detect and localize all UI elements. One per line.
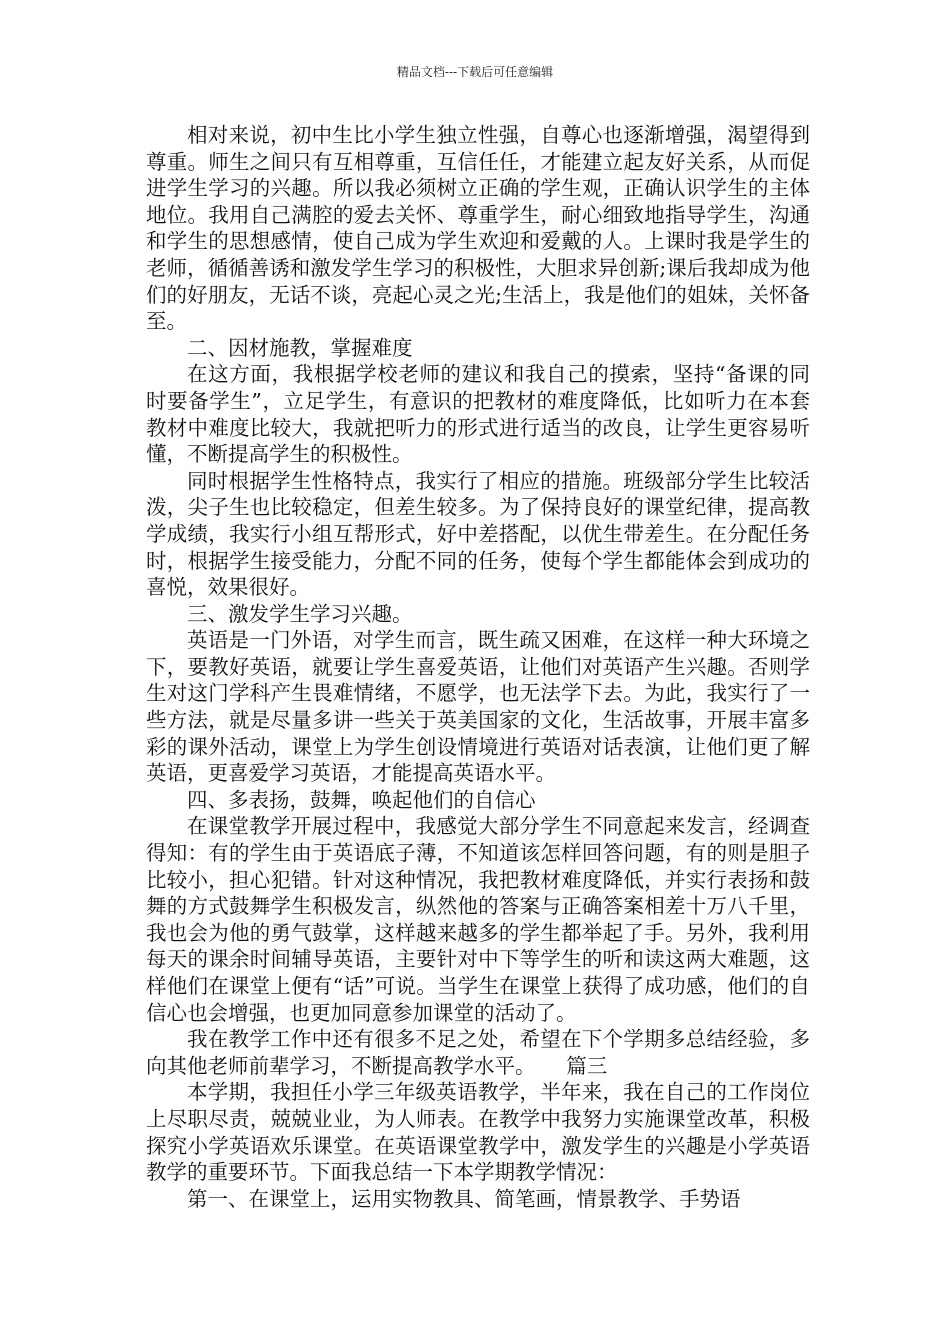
paragraph: 同时根据学生性格特点，我实行了相应的措施。班级部分学生比较活泼，尖子生也比较稳定，但差生较多。为了保持良好的课堂纪律，提高教学成绩，我实行小组互帮形式，好中差搭配，以优生带差生。在分配任务时，根据学生接受能力，分配不同的任务，使每个学生都能体会到成功的喜悦，效果很好。 xyxy=(146,468,810,600)
paragraph: 相对来说，初中生比小学生独立性强，自尊心也逐渐增强，渴望得到尊重。师生之间只有互相尊重，互信任任，才能建立起友好关系，从而促进学生学习的兴趣。所以我必须树立正确的学生观，正确认识学生的主体地位。我用自己满腔的爱去关怀、尊重学生，耐心细致地指导学生，沟通和学生的思想感情，使自己成为学生欢迎和爱戴的人。上课时我是学生的老师，循循善诱和激发学生学习的积极性，大胆求异创新;课后我却成为他们的好朋友，无话不谈，亮起心灵之光;生活上，我是他们的姐妹，关怀备至。 xyxy=(146,123,810,334)
paragraph: 英语是一门外语，对学生而言，既生疏又困难，在这样一种大环境之下，要教好英语，就要让学生喜爱英语，让他们对英语产生兴趣。否则学生对这门学科产生畏难情绪，不愿学，也无法学下去。为此，我实行了一些方法，就是尽量多讲一些关于英美国家的文化，生活故事，开展丰富多彩的课外活动，课堂上为学生创设情境进行英语对话表演，让他们更了解英语，更喜爱学习英语，才能提高英语水平。 xyxy=(146,628,810,786)
paragraph: 第一、在课堂上，运用实物教具、简笔画，情景教学、手势语 xyxy=(187,1186,741,1211)
paragraph: 我在教学工作中还有很多不足之处，希望在下个学期多总结经验，多向其他老师前辈学习，不断提高教学水平。 篇三 xyxy=(146,1027,810,1078)
page-header: 精品文档---下载后可任意编辑 xyxy=(396,65,554,79)
section-heading: 三、激发学生学习兴趣。 xyxy=(187,601,413,626)
paragraph: 在这方面，我根据学校老师的建议和我自己的摸索，坚持“备课的同时要备学生”，立足学生，有意识的把教材的难度降低，比如听力在本套教材中难度比较大，我就把听力的形式进行适当的改良，让学生更容易听懂，不断提高学生的积极性。 xyxy=(146,362,810,467)
paragraph: 本学期，我担任小学三年级英语教学，半年来，我在自己的工作岗位上尽职尽责，兢兢业业，为人师表。在教学中我努力实施课堂改革，积极探究小学英语欢乐课堂。在英语课堂教学中，激发学生的兴趣是小学英语教学的重要环节。下面我总结一下本学期教学情况： xyxy=(146,1080,810,1185)
document-body xyxy=(146,122,810,1212)
section-heading: 二、因材施教，掌握难度 xyxy=(187,335,413,360)
paragraph: 在课堂教学开展过程中，我感觉大部分学生不同意起来发言，经调查得知：有的学生由于英语底子薄，不知道该怎样回答问题，有的则是胆子比较小，担心犯错。针对这种情况，我把教材难度降低，并实行表扬和鼓舞的方式鼓舞学生积极发言，纵然他的答案与正确答案相差十万八千里，我也会为他的勇气鼓掌，这样越来越多的学生都举起了手。另外，我利用每天的课余时间辅导英语，主要针对中下等学生的听和读这两大难题，这样他们在课堂上便有“话”可说。当学生在课堂上获得了成功感，他们的自信心也会增强，也更加同意参加课堂的活动了。 xyxy=(146,814,810,1025)
section-heading: 四、多表扬，鼓舞，唤起他们的自信心 xyxy=(187,787,536,812)
